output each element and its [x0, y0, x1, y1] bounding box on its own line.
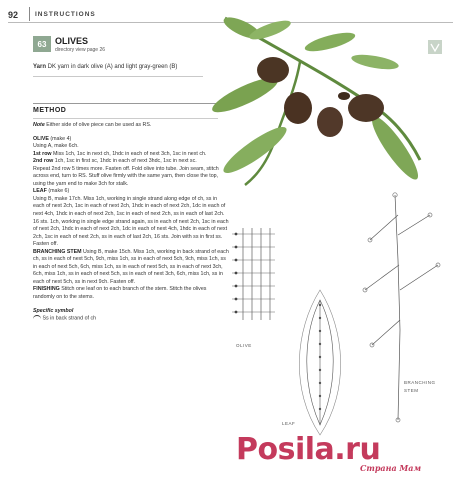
pattern-title: OLIVES: [55, 36, 89, 46]
stem-chart-branch-4: [400, 265, 438, 290]
stem-diagram-label-1: BRANCHING: [404, 380, 436, 385]
pattern-subtitle: directory view page 26: [55, 47, 106, 53]
stem-heading: BRANCHING STEM: [33, 248, 82, 255]
stem-chart-branch-5: [372, 320, 400, 345]
olive-1: [257, 57, 289, 83]
leaf-7: [350, 52, 399, 72]
row2-label: 2nd row: [33, 158, 54, 165]
section-name: INSTRUCTIONS: [35, 11, 96, 18]
leaf-diagram-label: LEAF: [282, 421, 296, 426]
row1-text: Miss 1ch, 1sc in next ch, 1hdc in each of next 3ch, 1sc in next ch.: [51, 150, 207, 157]
olive-line: Using A, make 6ch.: [33, 143, 79, 150]
leaf-make: (make 6): [46, 188, 70, 195]
olive-4: [348, 94, 384, 122]
row1-label: 1st row: [33, 150, 52, 157]
page-number: 92: [8, 10, 19, 20]
olive-diagram-label: OLIVE: [236, 343, 252, 348]
olive-chart-marks: [235, 233, 238, 314]
leaf-5: [219, 121, 292, 179]
pattern-number-badge: 63: [33, 36, 51, 52]
olive-rest: Repeat 2nd row 5 times more. Fasten off. Fold olive into tube. Join seam, stitch across end, turn to RS. Stuff olive firmly with the same yarn, then close the top, using the yarn end to make 3ch for stalk.: [33, 165, 219, 187]
yarn-label: Yarn: [33, 64, 47, 70]
olive-chart: [232, 228, 275, 320]
stem-chart-loops: [363, 193, 440, 422]
note-text: Either side of olive piece can be used as RS.: [44, 122, 152, 128]
olive-heading: OLIVE: [33, 135, 49, 142]
stem-chart-main: [395, 195, 400, 420]
olive-chart-rows: [232, 234, 275, 312]
finishing-text: Stitch one leaf on to each branch of the stem. Stitch the olives randomly on to the stems.: [33, 286, 207, 301]
leaf-text: Using B, make 17ch. Miss 1ch, working in single strand along edge of ch, ss in each of next 2ch, 1sc in each of next 2ch, 1hdc in each of next 2ch, 1dc in each of next 4ch, 1hdc in each of next 2ch, 1sc in each of next 2ch, ss in each of last 2ch. 16 sts. 1ch, working in single edge strand again, ss in each of next 2ch, 1sc in each of next 2ch, 1hdc in each of next 2ch, 1dc in each of next 4ch, 1hdc in each of next 2ch, 1sc in each of next 2ch, ss in each of last 2ch, 16 sts. Join with ss in first ss. Fasten off.: [33, 195, 229, 248]
stem-chart-branch-3: [365, 265, 399, 290]
leaf-heading: LEAF: [33, 188, 47, 195]
olive-3: [317, 107, 343, 137]
watermark-brand: Страна Мам: [360, 463, 422, 473]
stem-diagram-label-2: STEM: [404, 388, 419, 393]
yarn-text: DK yarn in dark olive (A) and light gray-green (B): [46, 64, 178, 70]
finishing-heading: FINISHING: [33, 286, 60, 293]
stem-chart: [363, 193, 440, 422]
symbol-heading: Specific symbol: [33, 307, 74, 314]
stem-text: Using B, make 15ch. Miss 1ch, working in back strand of each ch, ss in each of next 5ch, 9ch, miss 1ch, ss in each of next 5ch, 9ch, miss 1ch, ss in each of next 5ch, 6ch, miss 1ch, ss in each of next 5ch, ss in each of next 3ch, 6ch, miss 1ch, ss in each of next 5ch, ss in each of next 3ch, 6ch, miss 1ch, ss in each of next 5ch, ss in next 9ch. Fasten off.: [33, 248, 229, 285]
method-heading: METHOD: [33, 107, 67, 114]
note-label: Note: [33, 122, 45, 128]
row2-text: 1ch, 1sc in first sc, 1hdc in each of next 3hdc, 1sc in next sc.: [53, 158, 197, 165]
watermark-url: Posila.ru: [236, 432, 381, 467]
leaf-chart: [299, 290, 340, 435]
stem-chart-branch-2: [398, 215, 430, 235]
olive-branch-illustration: [209, 13, 425, 185]
olive-stalk: [338, 92, 350, 100]
leaf-3: [303, 29, 357, 55]
stem-chart-branch-1: [370, 215, 398, 240]
olive-2: [284, 92, 312, 124]
symbol-text: Ss in back strand of ch: [42, 315, 97, 322]
olive-make: (make 4): [48, 135, 72, 142]
